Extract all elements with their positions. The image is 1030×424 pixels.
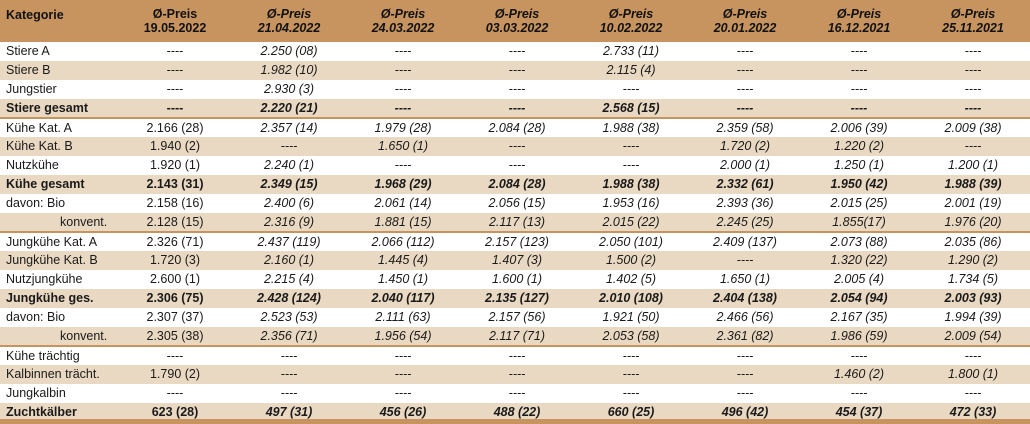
price-cell: ---- xyxy=(508,158,526,173)
price-cell: 2.160 (1) xyxy=(263,253,315,268)
price-cell: 2.404 (138) xyxy=(713,291,777,306)
row-label: Nutzkühe xyxy=(6,158,59,173)
price-cell: ---- xyxy=(508,44,526,59)
price-cell: 1.994 (39) xyxy=(944,310,1002,325)
table-row xyxy=(0,270,1030,289)
price-cell: 1.407 (3) xyxy=(491,253,543,268)
price-cell: 2.066 (112) xyxy=(346,232,460,251)
table-row xyxy=(0,194,1030,213)
price-cell: 2.393 (36) xyxy=(716,196,774,211)
column-title: Ø-Preis xyxy=(836,7,882,21)
column-header xyxy=(802,0,916,42)
price-cell-current: 1.720 (3) xyxy=(149,253,201,268)
row-label: Stiere gesamt xyxy=(6,100,88,115)
price-cell-current: ---- xyxy=(166,63,184,78)
price-cell: 2.115 (4) xyxy=(606,63,656,78)
price-cell: 1.968 (29) xyxy=(374,177,432,192)
price-cell: 2.000 (1) xyxy=(719,158,771,173)
price-cell: ---- xyxy=(574,346,688,365)
price-cell: 2.523 (53) xyxy=(260,310,318,325)
price-cell: 2.009 (54) xyxy=(944,328,1002,343)
table-row xyxy=(0,118,1030,137)
row-label: Kühe Kat. B xyxy=(6,139,73,154)
column-date: 10.02.2022 xyxy=(599,21,663,35)
price-cell: 2.428 (124) xyxy=(257,291,321,306)
price-cell: 1.855(17) xyxy=(832,214,886,229)
price-cell: 2.356 (71) xyxy=(260,328,318,343)
price-cell: ---- xyxy=(916,346,1030,365)
column-title: Ø-Preis xyxy=(608,7,654,21)
price-cell-current: 2.166 (28) xyxy=(118,118,232,137)
price-cell: 1.320 (22) xyxy=(830,253,888,268)
column-title: Ø-Preis xyxy=(380,7,426,21)
header-row xyxy=(0,0,1030,42)
price-cell: 2.409 (137) xyxy=(688,232,802,251)
column-header xyxy=(460,0,574,42)
table-body xyxy=(0,42,1030,422)
price-cell: ---- xyxy=(622,82,640,97)
price-cell-current: 2.143 (31) xyxy=(146,177,204,192)
price-cell: ---- xyxy=(964,63,982,78)
price-cell: 2.157 (123) xyxy=(460,232,574,251)
price-cell: 2.437 (119) xyxy=(232,232,346,251)
price-cell: ---- xyxy=(736,63,754,78)
row-label: konvent. xyxy=(60,214,108,229)
price-cell: 2.009 (38) xyxy=(916,118,1030,137)
price-cell: ---- xyxy=(736,100,754,115)
column-date: 16.12.2021 xyxy=(827,21,891,35)
price-cell-current: ---- xyxy=(166,82,184,97)
row-label: Jungkühe Kat. A xyxy=(0,232,118,251)
price-cell-current: 2.600 (1) xyxy=(149,272,201,287)
price-cell: 2.054 (94) xyxy=(830,291,888,306)
price-cell: ---- xyxy=(964,386,982,401)
table-header xyxy=(0,0,1030,42)
column-header-current xyxy=(118,0,232,42)
price-cell: 2.167 (35) xyxy=(830,310,888,325)
price-cell: ---- xyxy=(232,346,346,365)
price-cell: 2.117 (71) xyxy=(488,328,546,343)
row-label: Jungstier xyxy=(6,82,57,97)
price-cell: ---- xyxy=(394,386,412,401)
row-label: Kalbinnen trächt. xyxy=(6,367,100,382)
price-cell-current: 1.940 (2) xyxy=(149,139,201,154)
price-cell: ---- xyxy=(508,386,526,401)
price-cell: ---- xyxy=(850,386,868,401)
price-cell: 2.930 (3) xyxy=(263,82,315,97)
price-cell: 2.084 (28) xyxy=(488,177,546,192)
price-cell: 1.982 (10) xyxy=(260,63,318,78)
price-cell: ---- xyxy=(622,386,640,401)
price-cell: 2.003 (93) xyxy=(944,291,1002,306)
table-row xyxy=(0,346,1030,365)
price-cell: ---- xyxy=(394,63,412,78)
price-cell: 2.015 (25) xyxy=(830,196,888,211)
price-cell-current: ---- xyxy=(166,386,184,401)
price-cell-current: 1.790 (2) xyxy=(149,367,201,382)
price-cell: 1.734 (5) xyxy=(947,272,999,287)
price-cell: 2.359 (58) xyxy=(688,118,802,137)
price-cell: 2.001 (19) xyxy=(944,196,1002,211)
price-cell: 1.290 (2) xyxy=(947,253,999,268)
column-header xyxy=(232,0,346,42)
price-cell-current: 2.326 (71) xyxy=(118,232,232,251)
price-cell: 1.402 (5) xyxy=(605,272,657,287)
column-header xyxy=(688,0,802,42)
price-cell: 2.073 (88) xyxy=(802,232,916,251)
row-label: Jungkühe ges. xyxy=(6,291,94,306)
price-cell: 2.220 (21) xyxy=(260,100,318,115)
price-cell: ---- xyxy=(508,367,526,382)
price-cell: 496 (42) xyxy=(721,405,769,420)
price-cell: ---- xyxy=(964,100,982,115)
price-cell: 2.111 (63) xyxy=(375,310,431,325)
table-row xyxy=(0,213,1030,232)
price-cell: 456 (26) xyxy=(379,405,427,420)
price-cell: 2.050 (101) xyxy=(574,232,688,251)
price-cell: 1.650 (1) xyxy=(719,272,771,287)
row-label: Kühe trächtig xyxy=(0,346,118,365)
table-row xyxy=(0,42,1030,61)
price-cell: 2.361 (82) xyxy=(716,328,774,343)
price-cell: ---- xyxy=(394,82,412,97)
price-cell: ---- xyxy=(736,44,754,59)
price-cell: ---- xyxy=(394,44,412,59)
price-cell-current: ---- xyxy=(118,346,232,365)
price-cell: 1.988 (38) xyxy=(602,177,660,192)
price-cell: 1.460 (2) xyxy=(833,367,885,382)
price-cell-current: ---- xyxy=(166,44,184,59)
price-cell: 2.466 (56) xyxy=(716,310,774,325)
price-cell: 2.084 (28) xyxy=(460,118,574,137)
column-date: 19.05.2022 xyxy=(143,21,207,35)
price-cell: 1.950 (42) xyxy=(830,177,888,192)
price-cell: ---- xyxy=(280,139,298,154)
price-cell: 2.015 (22) xyxy=(602,214,660,229)
column-title: Ø-Preis xyxy=(494,7,540,21)
price-cell: 2.349 (15) xyxy=(260,177,318,192)
price-cell: 2.040 (117) xyxy=(371,291,435,306)
price-cell-current: 2.307 (37) xyxy=(146,310,204,325)
price-cell: ---- xyxy=(394,158,412,173)
price-cell: 2.006 (39) xyxy=(802,118,916,137)
price-cell: ---- xyxy=(736,386,754,401)
price-cell-current: 2.306 (75) xyxy=(146,291,204,306)
price-cell: ---- xyxy=(850,63,868,78)
price-cell: ---- xyxy=(802,346,916,365)
table-row xyxy=(0,232,1030,251)
row-label: Kühe Kat. A xyxy=(0,118,118,137)
price-cell: ---- xyxy=(736,253,754,268)
price-cell: 1.921 (50) xyxy=(602,310,660,325)
price-cell: ---- xyxy=(346,346,460,365)
price-cell: 2.035 (86) xyxy=(916,232,1030,251)
table-row xyxy=(0,80,1030,99)
row-label: davon: Bio xyxy=(6,310,66,325)
price-cell: 2.157 (56) xyxy=(488,310,546,325)
price-cell: ---- xyxy=(850,100,868,115)
row-label: Stiere B xyxy=(6,63,51,78)
price-cell: 1.988 (39) xyxy=(944,177,1002,192)
row-label: Kühe gesamt xyxy=(6,177,85,192)
column-date: 20.01.2022 xyxy=(713,21,777,35)
row-label: Jungkalbin xyxy=(6,386,66,401)
price-cell: ---- xyxy=(622,158,640,173)
price-cell: 1.976 (20) xyxy=(944,214,1002,229)
price-cell: 2.733 (11) xyxy=(602,44,660,59)
price-cell: 1.800 (1) xyxy=(947,367,999,382)
row-label: davon: Bio xyxy=(6,196,66,211)
table-row xyxy=(0,175,1030,194)
column-header xyxy=(916,0,1030,42)
price-cell: 497 (31) xyxy=(265,405,313,420)
price-cell-current: 2.305 (38) xyxy=(146,328,204,343)
price-cell: ---- xyxy=(280,367,298,382)
price-cell-current: 2.128 (15) xyxy=(146,214,204,229)
price-cell: 2.117 (13) xyxy=(488,214,546,229)
price-cell: 1.650 (1) xyxy=(377,139,429,154)
row-label: konvent. xyxy=(60,328,108,343)
price-cell: 1.200 (1) xyxy=(947,158,999,173)
price-cell: 1.250 (1) xyxy=(833,158,885,173)
price-cell: 1.600 (1) xyxy=(491,272,543,287)
price-cell: 2.056 (15) xyxy=(488,196,546,211)
price-cell: 2.010 (108) xyxy=(599,291,663,306)
price-cell: 2.005 (4) xyxy=(833,272,885,287)
bottom-border xyxy=(0,419,1030,424)
column-date: 21.04.2022 xyxy=(257,21,321,35)
price-cell: 454 (37) xyxy=(835,405,883,420)
table-row xyxy=(0,327,1030,346)
price-cell: 2.400 (6) xyxy=(263,196,315,211)
price-cell: 1.956 (54) xyxy=(374,328,432,343)
row-label: Zuchtkälber xyxy=(6,405,77,420)
price-cell: ---- xyxy=(508,82,526,97)
price-cell: 1.500 (2) xyxy=(605,253,657,268)
column-date: 03.03.2022 xyxy=(485,21,549,35)
price-cell: 2.053 (58) xyxy=(602,328,660,343)
price-cell: ---- xyxy=(280,386,298,401)
column-date: 25.11.2021 xyxy=(942,21,1004,35)
row-label: Nutzjungkühe xyxy=(6,272,83,287)
price-cell: 2.245 (25) xyxy=(716,214,774,229)
price-cell: ---- xyxy=(736,367,754,382)
column-header xyxy=(574,0,688,42)
price-cell-current: 1.920 (1) xyxy=(149,158,201,173)
table-row xyxy=(0,384,1030,403)
price-cell: 2.332 (61) xyxy=(716,177,774,192)
price-cell-current: ---- xyxy=(166,100,184,115)
price-cell: 1.979 (28) xyxy=(346,118,460,137)
price-cell: 488 (22) xyxy=(493,405,541,420)
price-cell-current: 2.158 (16) xyxy=(146,196,204,211)
price-cell: 1.953 (16) xyxy=(602,196,660,211)
price-cell: ---- xyxy=(622,367,640,382)
price-cell: ---- xyxy=(460,346,574,365)
price-cell: 1.988 (38) xyxy=(574,118,688,137)
column-header-kategorie: Kategorie xyxy=(6,8,64,22)
table-row xyxy=(0,156,1030,175)
price-cell: ---- xyxy=(964,139,982,154)
price-cell: 1.720 (2) xyxy=(719,139,771,154)
price-cell: ---- xyxy=(508,139,526,154)
column-title: Ø-Preis xyxy=(152,7,198,21)
row-label: Stiere A xyxy=(6,44,50,59)
price-cell: 1.445 (4) xyxy=(377,253,429,268)
price-cell: 2.316 (9) xyxy=(263,214,315,229)
price-cell-current: 623 (28) xyxy=(151,405,199,420)
price-cell: 1.220 (2) xyxy=(833,139,885,154)
column-title: Ø-Preis xyxy=(950,7,996,21)
column-header xyxy=(346,0,460,42)
table-row xyxy=(0,365,1030,384)
table-row xyxy=(0,137,1030,156)
price-cell: ---- xyxy=(964,44,982,59)
price-cell: ---- xyxy=(394,100,412,115)
price-cell: 2.357 (14) xyxy=(232,118,346,137)
price-cell: ---- xyxy=(736,82,754,97)
price-cell: 472 (33) xyxy=(949,405,997,420)
price-cell: ---- xyxy=(688,346,802,365)
price-cell: 2.135 (127) xyxy=(485,291,549,306)
price-cell: 660 (25) xyxy=(607,405,655,420)
column-title: Ø-Preis xyxy=(266,7,312,21)
price-cell: 2.215 (4) xyxy=(263,272,315,287)
price-cell: ---- xyxy=(964,82,982,97)
column-title: Ø-Preis xyxy=(722,7,768,21)
row-label: Jungkühe Kat. B xyxy=(6,253,98,268)
price-cell: ---- xyxy=(394,367,412,382)
price-cell: 2.240 (1) xyxy=(263,158,315,173)
price-cell: 1.450 (1) xyxy=(377,272,429,287)
price-cell: ---- xyxy=(850,44,868,59)
price-cell: 2.568 (15) xyxy=(602,100,660,115)
table-row xyxy=(0,289,1030,308)
table-row xyxy=(0,308,1030,327)
price-cell: 2.250 (08) xyxy=(260,44,318,59)
table-row xyxy=(0,61,1030,80)
table-row xyxy=(0,99,1030,118)
table-row xyxy=(0,251,1030,270)
price-cell: ---- xyxy=(850,82,868,97)
price-cell: ---- xyxy=(508,63,526,78)
price-cell: 2.061 (14) xyxy=(374,196,432,211)
price-cell: 1.881 (15) xyxy=(374,214,432,229)
price-cell: ---- xyxy=(622,139,640,154)
price-cell: ---- xyxy=(508,100,526,115)
column-date: 24.03.2022 xyxy=(371,21,435,35)
price-cell: 1.986 (59) xyxy=(830,328,888,343)
